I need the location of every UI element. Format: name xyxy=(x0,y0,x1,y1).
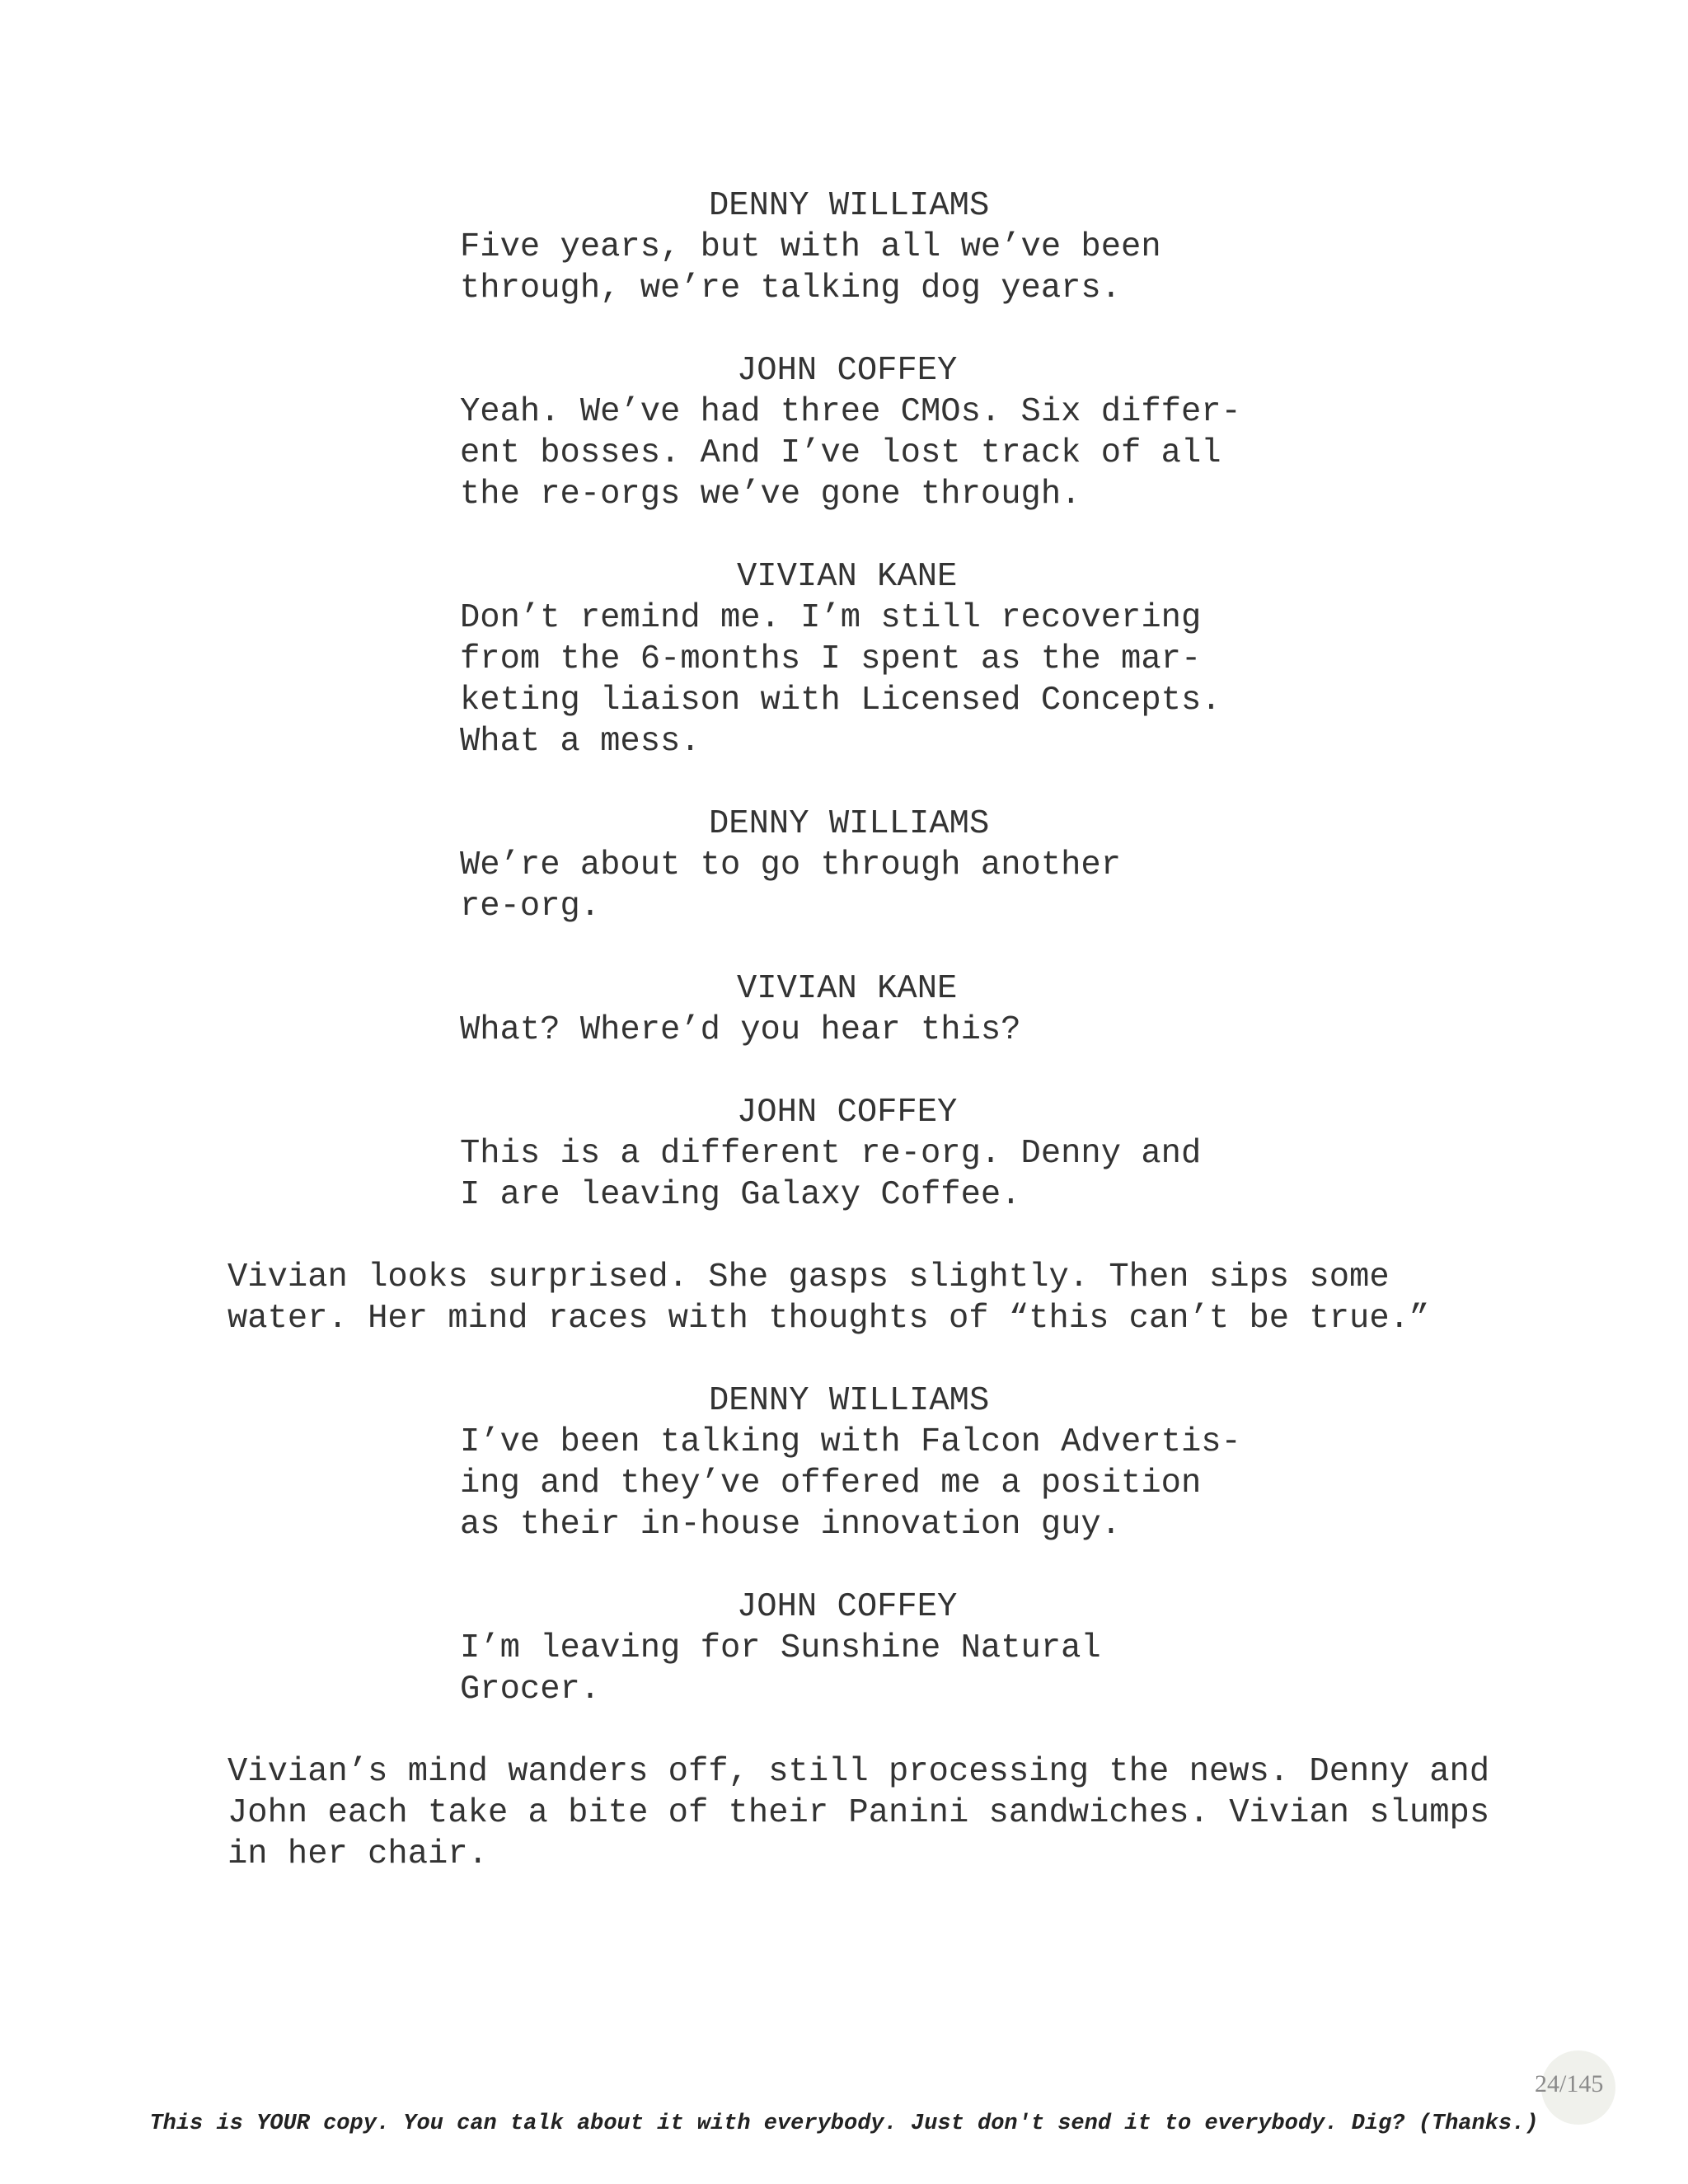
dialogue-line: We’re about to go through another xyxy=(460,846,1122,884)
dialogue-line: ent bosses. And I’ve lost track of all xyxy=(460,434,1221,472)
action-line: Vivian looks surprised. She gasps slightly. Then sips some xyxy=(227,1258,1390,1296)
script-body xyxy=(0,185,1688,1916)
dialogue-line: through, we’re talking dog years. xyxy=(460,269,1122,307)
dialogue-line: Don’t remind me. I’m still recovering xyxy=(460,599,1202,637)
dialogue-line: re-org. xyxy=(460,888,601,926)
character-name: VIVIAN KANE xyxy=(737,970,958,1008)
action-line: water. Her mind races with thoughts of “this can’t be true.” xyxy=(227,1300,1430,1338)
character-name: JOHN COFFEY xyxy=(737,1588,958,1626)
dialogue-block xyxy=(0,1586,1688,1710)
dialogue-line: This is a different re-org. Denny and xyxy=(460,1135,1202,1173)
dialogue-line: Five years, but with all we’ve been xyxy=(460,228,1161,266)
dialogue-block xyxy=(0,1092,1688,1216)
dialogue-line: Yeah. We’ve had three CMOs. Six differ- xyxy=(460,393,1241,431)
dialogue-line: What? Where’d you hear this? xyxy=(460,1011,1021,1049)
dialogue-block xyxy=(0,556,1688,762)
dialogue-block xyxy=(0,185,1688,309)
character-name: DENNY WILLIAMS xyxy=(709,187,990,225)
character-name: DENNY WILLIAMS xyxy=(709,805,990,843)
action-line: in her chair. xyxy=(227,1835,488,1873)
dialogue-line: from the 6-months I spent as the mar- xyxy=(460,640,1202,678)
dialogue-line: the re-orgs we’ve gone through. xyxy=(460,476,1081,513)
dialogue-block xyxy=(0,968,1688,1051)
dialogue-line: I’ve been talking with Falcon Advertis- xyxy=(460,1423,1241,1461)
action-line: John each take a bite of their Panini sandwiches. Vivian slumps xyxy=(227,1794,1490,1832)
action-block xyxy=(0,1257,1688,1339)
character-name: JOHN COFFEY xyxy=(737,352,958,390)
page-number: 24/145 xyxy=(1535,2070,1604,2097)
dialogue-line: keting liaison with Licensed Concepts. xyxy=(460,682,1221,719)
dialogue-line: I are leaving Galaxy Coffee. xyxy=(460,1176,1021,1214)
footer-notice: This is YOUR copy. You can talk about it with everybody. Just don't send it to everybody. Dig? (Thanks.) xyxy=(149,2111,1539,2136)
dialogue-line: ing and they’ve offered me a position xyxy=(460,1465,1202,1502)
dialogue-block xyxy=(0,350,1688,515)
dialogue-line: I’m leaving for Sunshine Natural xyxy=(460,1629,1101,1667)
character-name: VIVIAN KANE xyxy=(737,558,958,596)
dialogue-line: Grocer. xyxy=(460,1671,601,1708)
character-name: JOHN COFFEY xyxy=(737,1094,958,1132)
dialogue-block xyxy=(0,804,1688,927)
character-name: DENNY WILLIAMS xyxy=(709,1382,990,1420)
action-block xyxy=(0,1751,1688,1875)
dialogue-line: as their in-house innovation guy. xyxy=(460,1506,1122,1544)
dialogue-block xyxy=(0,1380,1688,1545)
dialogue-line: What a mess. xyxy=(460,723,701,761)
action-line: Vivian’s mind wanders off, still processing the news. Denny and xyxy=(227,1753,1490,1791)
